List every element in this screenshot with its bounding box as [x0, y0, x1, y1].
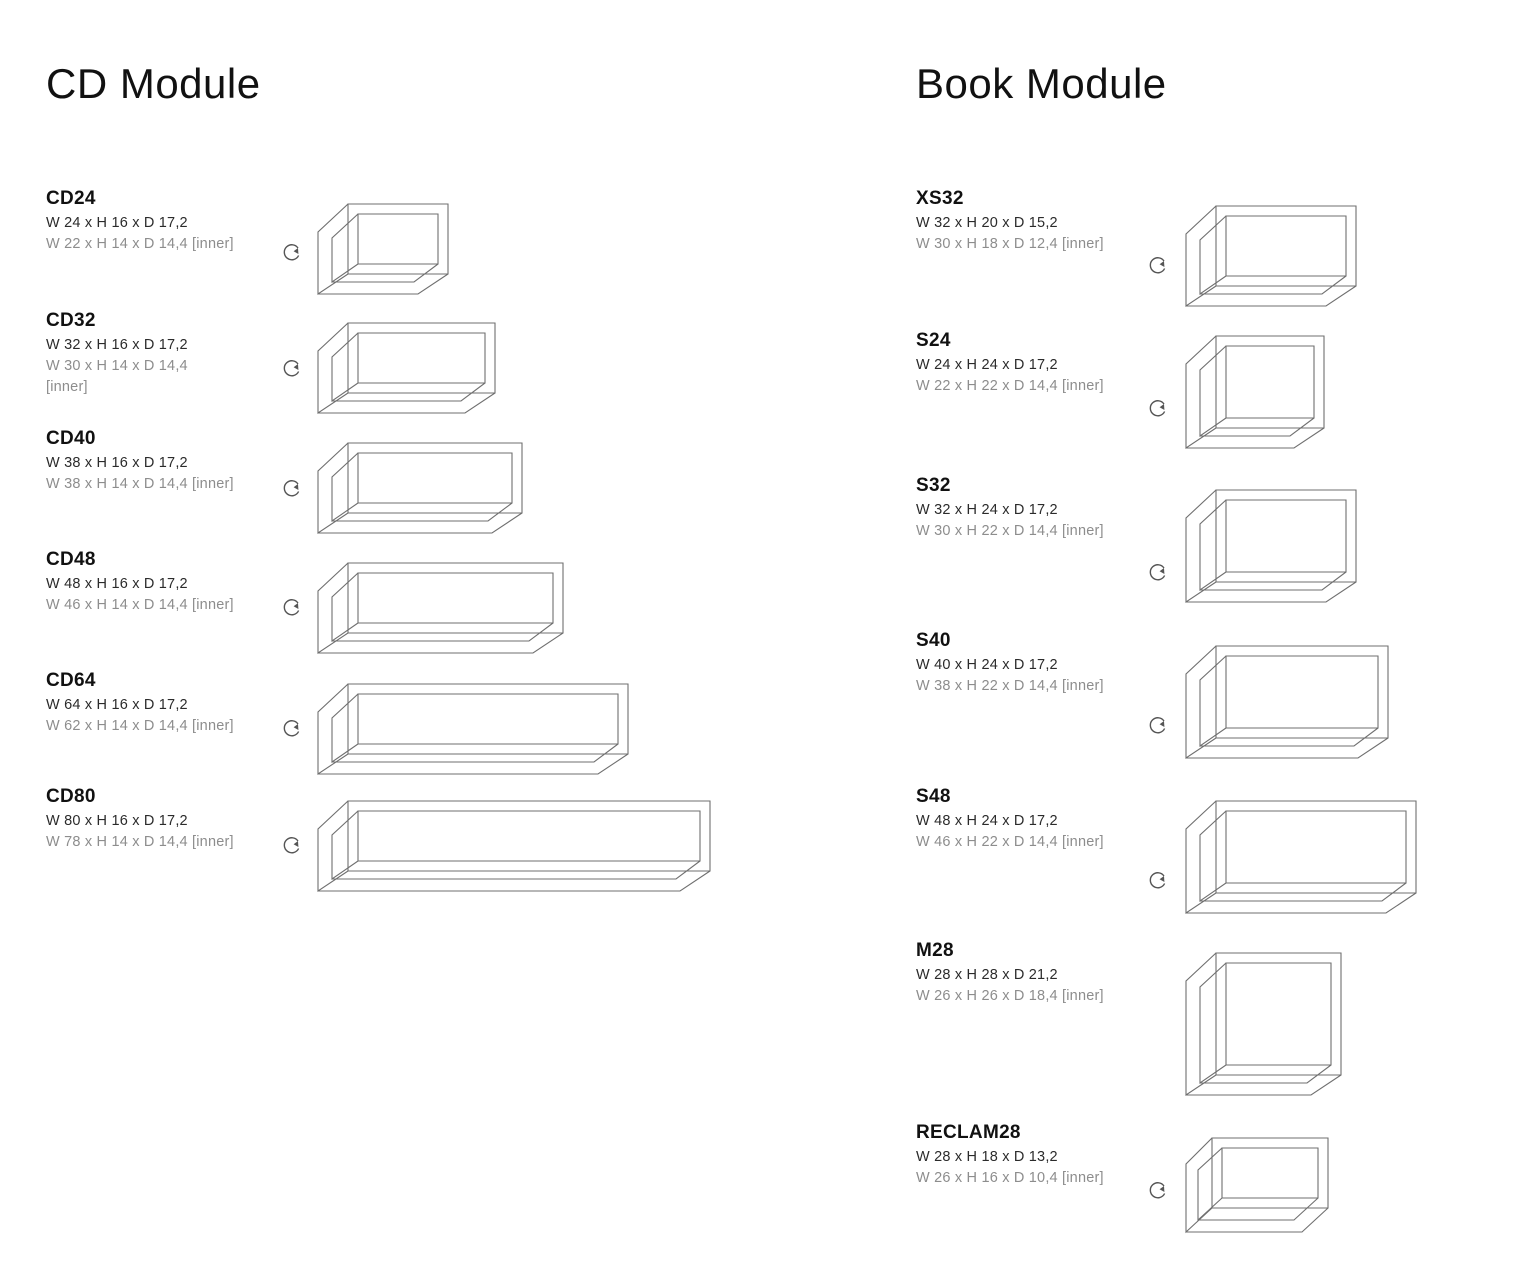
module-code: M28 [916, 940, 954, 961]
module-inner-dimensions: W 22 x H 14 x D 14,4 [inner] [46, 235, 234, 252]
rotate-icon [1147, 398, 1169, 420]
module-code: XS32 [916, 188, 964, 209]
rotate-icon [281, 718, 303, 740]
rotate-icon [1147, 870, 1169, 892]
module-inner-dimensions: W 38 x H 14 x D 14,4 [inner] [46, 475, 234, 492]
module-inner-dimensions: W 78 x H 14 x D 14,4 [inner] [46, 833, 234, 850]
module-drawing-s24 [1176, 318, 1336, 453]
module-outer-dimensions: W 24 x H 16 x D 17,2 [46, 214, 188, 231]
module-code: S32 [916, 475, 951, 496]
module-inner-dimensions: W 46 x H 14 x D 14,4 [inner] [46, 596, 234, 613]
rotate-icon [1147, 1180, 1169, 1202]
rotate-icon [281, 835, 303, 857]
module-outer-dimensions: W 28 x H 28 x D 21,2 [916, 966, 1058, 983]
module-drawing-s48 [1176, 783, 1426, 918]
module-drawing-s32 [1176, 472, 1366, 607]
module-drawing-cd32 [310, 305, 510, 415]
module-outer-dimensions: W 32 x H 20 x D 15,2 [916, 214, 1058, 231]
module-code: CD64 [46, 670, 96, 691]
module-outer-dimensions: W 32 x H 24 x D 17,2 [916, 501, 1058, 518]
module-inner-dimensions: W 30 x H 14 x D 14,4 [46, 357, 188, 374]
module-code: CD48 [46, 549, 96, 570]
module-drawing-xs32 [1176, 186, 1366, 311]
module-inner-dimensions: W 46 x H 22 x D 14,4 [inner] [916, 833, 1104, 850]
module-inner-dimensions: W 22 x H 22 x D 14,4 [inner] [916, 377, 1104, 394]
module-drawing-cd80 [310, 783, 720, 893]
book-module-title: Book Module [916, 60, 1167, 107]
module-outer-dimensions: W 48 x H 16 x D 17,2 [46, 575, 188, 592]
module-code: S24 [916, 330, 951, 351]
module-outer-dimensions: W 40 x H 24 x D 17,2 [916, 656, 1058, 673]
module-code: CD40 [46, 428, 96, 449]
module-drawing-cd40 [310, 425, 535, 535]
module-drawing-m28 [1176, 935, 1351, 1100]
module-inner-dimensions-cont: [inner] [46, 378, 88, 395]
module-drawing-cd64 [310, 666, 640, 776]
module-drawing-s40 [1176, 628, 1396, 763]
rotate-icon [1147, 255, 1169, 277]
module-code: RECLAM28 [916, 1122, 1021, 1143]
module-inner-dimensions: W 26 x H 26 x D 18,4 [inner] [916, 987, 1104, 1004]
module-outer-dimensions: W 28 x H 18 x D 13,2 [916, 1148, 1058, 1165]
module-drawing-cd24 [310, 186, 460, 296]
module-code: CD24 [46, 188, 96, 209]
module-drawing-cd48 [310, 545, 575, 655]
rotate-icon [281, 597, 303, 619]
module-inner-dimensions: W 30 x H 22 x D 14,4 [inner] [916, 522, 1104, 539]
module-outer-dimensions: W 64 x H 16 x D 17,2 [46, 696, 188, 713]
module-outer-dimensions: W 24 x H 24 x D 17,2 [916, 356, 1058, 373]
module-inner-dimensions: W 62 x H 14 x D 14,4 [inner] [46, 717, 234, 734]
rotate-icon [1147, 715, 1169, 737]
module-code: S40 [916, 630, 951, 651]
module-outer-dimensions: W 80 x H 16 x D 17,2 [46, 812, 188, 829]
rotate-icon [281, 242, 303, 264]
module-inner-dimensions: W 30 x H 18 x D 12,4 [inner] [916, 235, 1104, 252]
module-code: S48 [916, 786, 951, 807]
module-code: CD32 [46, 310, 96, 331]
module-outer-dimensions: W 38 x H 16 x D 17,2 [46, 454, 188, 471]
module-inner-dimensions: W 38 x H 22 x D 14,4 [inner] [916, 677, 1104, 694]
module-code: CD80 [46, 786, 96, 807]
module-outer-dimensions: W 48 x H 24 x D 17,2 [916, 812, 1058, 829]
module-drawing-reclam28 [1176, 1122, 1341, 1237]
module-outer-dimensions: W 32 x H 16 x D 17,2 [46, 336, 188, 353]
cd-module-title: CD Module [46, 60, 261, 107]
rotate-icon [281, 478, 303, 500]
rotate-icon [1147, 562, 1169, 584]
rotate-icon [281, 358, 303, 380]
module-inner-dimensions: W 26 x H 16 x D 10,4 [inner] [916, 1169, 1104, 1186]
